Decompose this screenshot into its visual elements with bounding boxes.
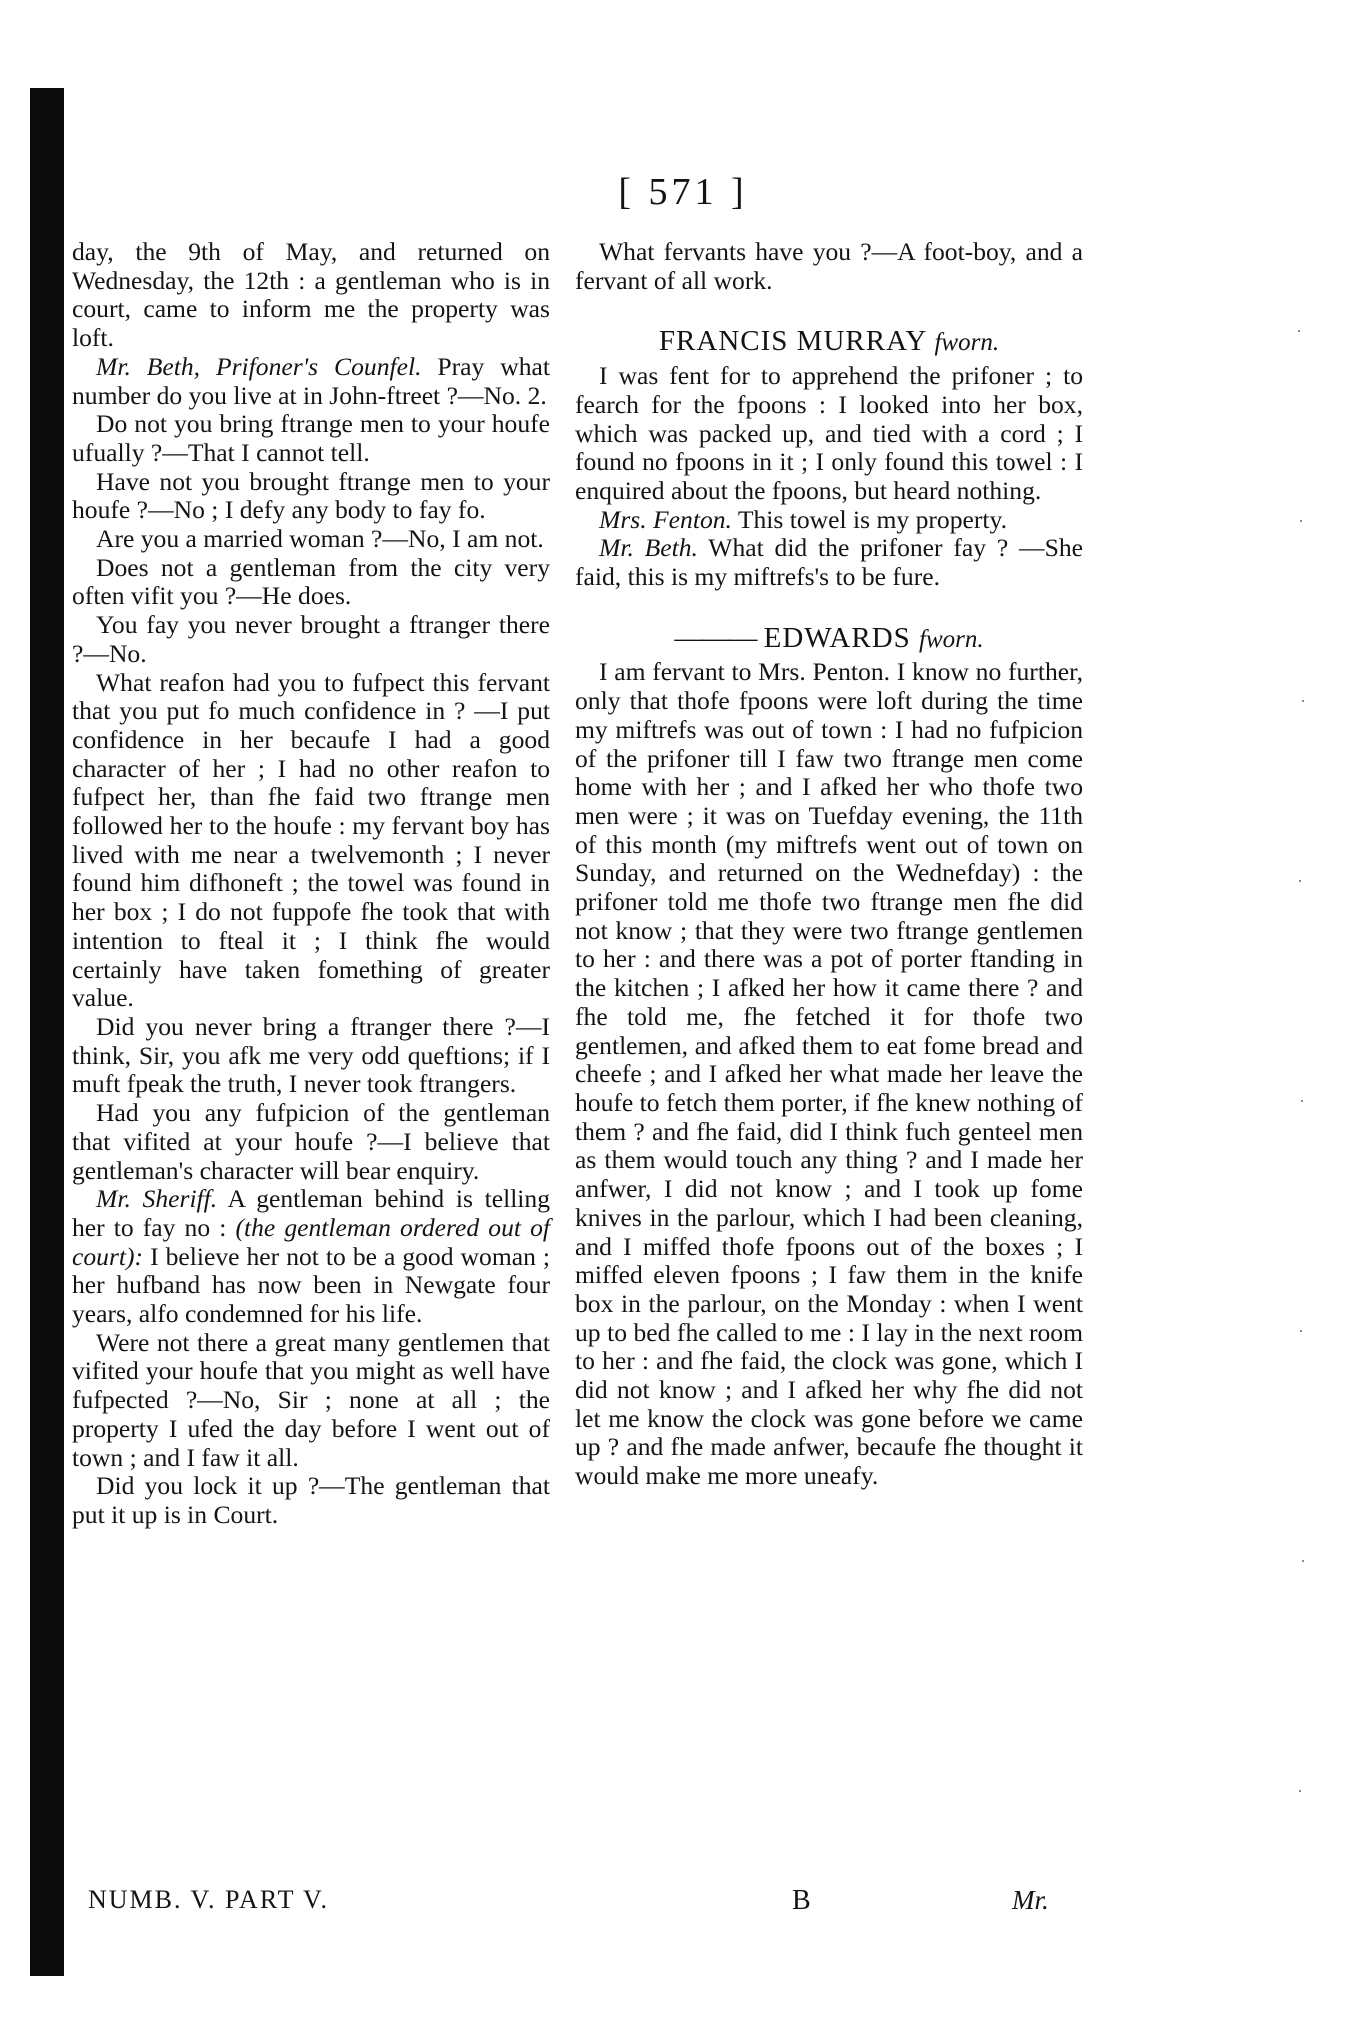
paragraph: Do not you bring ftrange men to your houfe ufually ?—That I cannot tell. [72, 409, 550, 467]
paragraph: day, the 9th of May, and returned on Wednesday, the 12th : a gentleman who is in court, came to inform me the property was loft. [72, 237, 550, 353]
paragraph: Were not there a great many gentlemen that vifited your houfe that you might as well have fufpected ?—No, Sir ; none at all ; the property I ufed the day before I went out of town ; and I faw it all. [72, 1327, 550, 1472]
scan-speck [1300, 520, 1302, 522]
paragraph: Had you any fufpicion of the gentleman that vifited at your houfe ?—I believe that gentleman's character will bear enquiry. [72, 1098, 550, 1185]
witness-heading [575, 621, 1083, 655]
footer-signature-mark: B [792, 1885, 811, 1916]
paragraph-text: A gentleman behind is telling her to fay no : [72, 1184, 551, 1242]
paragraph-text: Pray what number do you live at in John-ftreet ?—No. 2. [72, 351, 550, 410]
page-number: [ 571 ] [618, 171, 748, 213]
scan-speck [1302, 700, 1304, 702]
witness-name: FRANCIS MURRAY [658, 325, 927, 358]
speaker-label: Mr. Sheriff. [96, 1184, 218, 1214]
paragraph: I was fent for to apprehend the prifoner ; to fearch for the fpoons : I looked into her box, which was packed up, and tied with a cord ; I found no fpoons in it ; I only found this towel : I enquired about the fpoons, but heard nothing. [575, 361, 1083, 505]
paragraph: Did you never bring a ftranger there ?—I think, Sir, you afk me very odd queftions; if I muft fpeak the truth, I never took ftrangers. [72, 1011, 550, 1099]
paragraph: Does not a gentleman from the city very often vifit you ?—He does. [72, 552, 550, 611]
paragraph [72, 353, 550, 410]
paragraph [72, 1185, 550, 1329]
paragraph-text: What did the prifoner fay ? —She faid, this is my miftrefs's to be fure. [575, 533, 1083, 592]
paragraph [575, 534, 1083, 591]
paragraph: Are you a married woman ?—No, I am not. [96, 524, 544, 554]
paragraph: Did you lock it up ?—The gentleman that put it up is in Court. [72, 1471, 550, 1529]
scan-speck [1299, 880, 1301, 882]
speaker-label: Mr. Beth, Prifoner's Counfel. [96, 351, 422, 381]
scan-speck [1298, 330, 1300, 332]
paragraph [575, 506, 1083, 535]
stage-direction: (the gentleman ordered out of court): [72, 1212, 550, 1271]
paragraph: Have not you brought ftrange men to your houfe ?—No ; I defy any body to fay fo. [72, 466, 550, 525]
sworn-label: fworn. [919, 625, 984, 653]
scan-speck [1300, 1330, 1302, 1332]
scan-speck [1301, 1100, 1303, 1102]
binding-shadow [30, 88, 64, 1976]
right-column [575, 238, 1083, 1491]
footer-catchword: Mr. [1012, 1885, 1049, 1915]
witness-name: EDWARDS [763, 621, 911, 654]
left-column [72, 238, 550, 1530]
scan-speck [1299, 1790, 1301, 1792]
sworn-label: fworn. [934, 329, 1000, 357]
speaker-label: Mr. Beth. [599, 533, 698, 563]
paragraph: What reafon had you to fufpect this fervant that you put fo much confidence in ? —I put confidence in her becaufe I had a good character of her ; I had no other reafon to fufpect her, than fhe faid two ftrange men followed her to the houfe : my fervant boy has lived with me near a twelvemonth ; I never found him difhoneft ; the towel was found in her box ; I do not fuppofe fhe took that with intention to fteal it ; I think fhe would certainly have taken fomething of greater value. [72, 667, 550, 1013]
paragraph-text: I believe her not to be a good woman ; her hufband has now been in Newgate four years, alfo condemned for his life. [72, 1241, 550, 1329]
footer-signature: NUMB. V. PART V. [88, 1885, 329, 1914]
paragraph: What fervants have you ?—A foot-boy, and a fervant of all work. [575, 237, 1083, 295]
scan-speck [1302, 1560, 1304, 1562]
speaker-label: Mrs. Fenton. [599, 504, 732, 534]
witness-heading [575, 327, 1083, 358]
paragraph-text: This towel is my property. [731, 504, 1008, 534]
paragraph: You fay you never brought a ftranger there ?—No. [72, 610, 550, 668]
paragraph: I am fervant to Mrs. Penton. I know no further, only that thofe fpoons were loft during the time my miftrefs was out of town : I had no fufpicion of the prifoner till I faw two ftrange men come home with her ; and I afked her who thofe two men were ; it was on Tuefday evening, the 11th of this month (my miftrefs went out of town on Sunday, and returned on the Wednefday) : the prifoner told me thofe two ftrange men fhe did not know ; that they were two ftrange gentlemen to her : and there was a pot of porter ftanding in the kitchen ; I afked her how it came there ? and fhe told me, fhe fetched it for thofe two gentlemen, and afked them to eat fome bread and cheefe ; and I afked her what made her leave the houfe to fetch them porter, if fhe knew nothing of them ? and fhe faid, did I think fuch genteel men as them would touch any thing ? and I made her anfwer, I did not know ; and I took up fome knives in the parlour, which I had been cleaning, and I miffed thofe fpoons out of the boxes ; I miffed eleven fpoons ; I faw them in the knife box in the parlour, on the Monday : when I went up to bed fhe called to me : I lay in the next room to her : and fhe faid, the clock was gone, which I did not know ; and I afked her why fhe did not let me know the clock was gone before we came up ? and fhe made anfwer, becaufe fhe thought it would make me more uneafy. [575, 657, 1083, 1491]
name-dash: ——— [674, 621, 756, 654]
